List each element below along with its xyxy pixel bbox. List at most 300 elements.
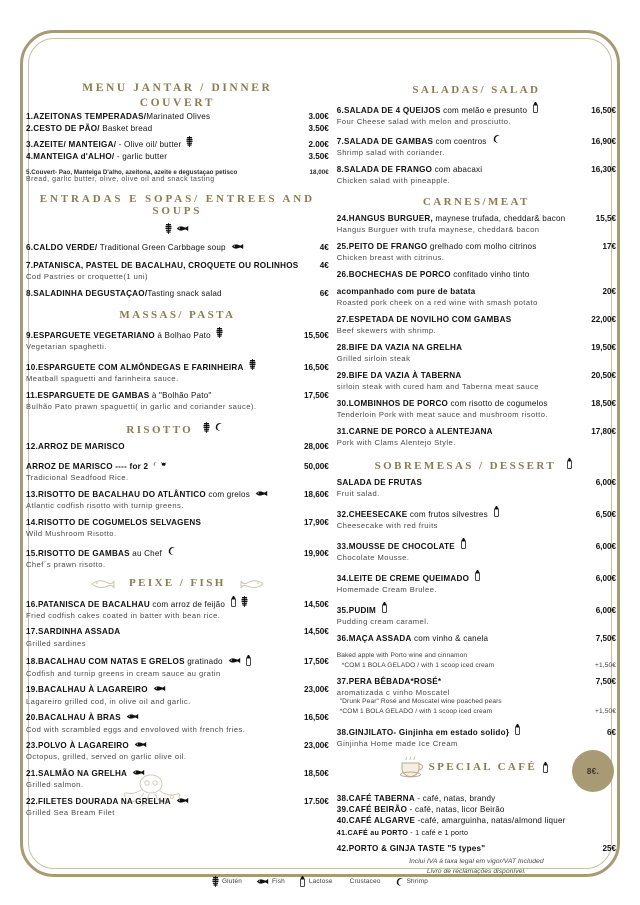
- menu-item-price: 17,50€: [303, 390, 329, 400]
- menu-item: [337, 343, 616, 364]
- menu-item-icons: [231, 243, 244, 250]
- menu-item-name-light: com coentros: [433, 136, 487, 146]
- menu-item: [337, 165, 616, 186]
- ginjilato-price: 6€: [606, 728, 616, 738]
- shrimp-icon: [167, 546, 176, 556]
- menu-item: [26, 359, 329, 384]
- risotto-title-text: RISOTTO: [126, 423, 194, 436]
- menu-item-description: Chicken breast with citrinus.: [336, 252, 445, 262]
- pera-item: [337, 677, 616, 718]
- menu-item-name: 26.BOCHECHAS DE PORCO confitado vinho tinto: [336, 269, 530, 279]
- gluten-icon: [165, 223, 172, 234]
- menu-item-name-light: grelhado com molho citrinos: [427, 241, 537, 251]
- menu-item: [337, 634, 616, 644]
- menu-item-price: 15,5€: [595, 213, 616, 223]
- menu-item-price: 6€: [319, 288, 329, 298]
- menu-item: [26, 596, 329, 621]
- menu-item-description: Four Cheese salad with melon and prosciutto.: [336, 117, 512, 127]
- menu-item-name-light: Basket bread: [99, 124, 153, 134]
- ginjilato-name: 38.GINJILATO- Ginjinha em estado solido}: [336, 728, 510, 738]
- gluten-icon: [186, 136, 193, 147]
- menu-item: [337, 287, 616, 308]
- sobremesas-list: [337, 478, 616, 644]
- saladas-list: [337, 102, 616, 186]
- couvert-list: [26, 112, 329, 162]
- menu-item: [26, 289, 329, 299]
- menu-item: [26, 627, 329, 648]
- menu-item-description: Grilled sirloin steak: [336, 354, 411, 363]
- menu-item-description: Shrimp salad with coriander.: [336, 148, 445, 158]
- menu-item-description: Fried codfish cakes coated in batter with bean rice.: [26, 610, 221, 620]
- porto-price: 25€: [602, 843, 616, 853]
- menu-item-description: Tenderloin Pork with meat sauce and mushroom risotto.: [336, 409, 548, 419]
- risotto-list: [26, 442, 329, 570]
- section-title-risotto: [26, 422, 329, 436]
- menu-item-name: 20.BACALHAU À BRAS: [26, 713, 121, 723]
- lactose-icon: [542, 762, 549, 773]
- menu-item-name-light: com grelos: [205, 489, 250, 499]
- fish-icon: [176, 225, 189, 232]
- menu-item-name-light: á Bolhao Pato: [154, 330, 211, 340]
- menu-item-name-light: com risotto de cogumelos: [448, 398, 548, 408]
- porto-item: [337, 844, 616, 854]
- menu-item-description: Cheesecake with red fruits: [336, 520, 438, 530]
- menu-item: [337, 371, 616, 392]
- shrimp-icon: [153, 459, 157, 469]
- menu-item-description: Cod Pastries or croquette(1 uni): [26, 271, 149, 281]
- entradas-header-icons: [26, 221, 329, 239]
- menu-item: [26, 243, 329, 253]
- fish-icon: [153, 685, 166, 692]
- sobremesas-title-text: SOBREMESAS / DESSERT: [374, 459, 556, 472]
- menu-item: [26, 124, 329, 134]
- menu-item-price: 16,30€: [591, 164, 616, 174]
- section-title-couvert: COUVERT: [139, 97, 216, 109]
- menu-item-icons: [126, 713, 139, 720]
- menu-item-name-light: com arroz de feijão: [149, 599, 226, 609]
- menu-item-price: 22,00€: [591, 314, 616, 324]
- fish-icon: [134, 741, 147, 748]
- menu-item-price: 6,00€: [595, 605, 616, 615]
- menu-item: [337, 427, 616, 448]
- legend-item: [256, 878, 285, 885]
- cafe-item-name: 38.CAFÉ TABERNA - café, natas, brandy: [336, 794, 496, 804]
- menu-item: [26, 685, 329, 706]
- menu-columns: [26, 82, 616, 875]
- menu-item-name: 17.SARDINHA ASSADA: [26, 627, 121, 637]
- couvert-fineprint-desc: Bread, garlic butter, olive, olive oil and snack tasting: [26, 176, 215, 184]
- menu-item-description: Wild Mushroom Risotto.: [26, 528, 117, 538]
- octopus-illustration: [121, 771, 185, 811]
- menu-item-description: Homemade Cream Brulee.: [336, 584, 437, 594]
- menu-item-name-light: gratinado: [184, 657, 223, 667]
- menu-item-name-light: com frutos silvestres: [407, 509, 488, 519]
- ginjilato-item: [337, 724, 616, 749]
- menu-item-description: Cod with scrambled eggs and envoloved with french fries.: [26, 724, 246, 734]
- cafe-header: [337, 756, 616, 778]
- menu-item-price: 17€: [602, 241, 616, 251]
- menu-item: [337, 478, 616, 499]
- fish-icon: [231, 243, 244, 250]
- menu-item-price: 28,00€: [303, 441, 329, 451]
- legend-item: [299, 876, 333, 887]
- menu-item-name: 32.CHEESECAKE com frutos silvestres: [336, 509, 488, 519]
- menu-item-price: 15,50€: [303, 330, 329, 340]
- menu-item-price: 4€: [319, 243, 329, 253]
- menu-item-name-light: Traditional Green Carbbage soup: [97, 243, 226, 253]
- menu-item-name: 14.RISOTTO DE COGUMELOS SELVAGENS: [26, 517, 202, 527]
- menu-item-name: 15.RISOTTO DE GAMBAS au Chef: [26, 548, 162, 558]
- fish-icon: [255, 490, 268, 497]
- complaints-notice: Livro de reclamações disponível.: [426, 867, 526, 875]
- menu-item: [337, 538, 616, 563]
- menu-item-name-light: - garlic butter: [114, 152, 168, 162]
- left-column: [26, 82, 335, 845]
- menu-item-icons: [532, 102, 539, 113]
- menu-item-name: 8.SALADINHA DEGUSTAÇAO/Tasting snack salad: [26, 288, 222, 298]
- menu-item: [337, 506, 616, 531]
- menu-item-name: 1.AZEITONAS TEMPERADAS/Marinated Olives: [26, 112, 211, 121]
- cafe-item: [337, 805, 616, 815]
- sobremesas-header-icons: [566, 458, 573, 469]
- section-title-entradas: ENTRADAS E SOPAS/ ENTREES AND SOUPS: [39, 193, 315, 218]
- cafe-item: [337, 794, 616, 804]
- pera-sub2: *COM 1 BOLA GELADO / with 1 scoop iced cream: [339, 708, 493, 716]
- menu-item-name: 4.MANTEIGA d'ALHO/ - garlic butter: [26, 152, 168, 162]
- fish-icon: [126, 713, 139, 720]
- menu-item-price: 17.50€: [303, 797, 329, 807]
- fish-illustration-right: [239, 577, 265, 590]
- menu-item-description: Pork with Clams Alentejo Style.: [336, 437, 456, 447]
- lactose-icon: [381, 602, 388, 613]
- pera-sub2-price: +1,50€: [595, 708, 616, 716]
- menu-item-price: 16,50€: [303, 713, 329, 723]
- menu-item-name: 12.ARROZ DE MARISCO: [26, 441, 125, 451]
- section-title-carnes: CARNES/MEAT: [422, 195, 530, 208]
- menu-item-price: 19,90€: [303, 548, 329, 558]
- menu-item: [337, 399, 616, 420]
- menu-item-icons: [493, 506, 500, 517]
- lactose-icon: [474, 570, 481, 581]
- legend-item: [212, 876, 242, 887]
- menu-item-name: 19.BACALHAU À LAGAREIRO: [26, 685, 148, 695]
- maca-sub1: Baked apple with Porto wine and cinnamon: [336, 651, 468, 659]
- fish-icon: [256, 878, 269, 885]
- menu-item-icons: [134, 741, 147, 748]
- menu-item-name: 30.LOMBINHOS DE PORCO com risotto de cogumelos: [336, 398, 548, 408]
- gluten-icon: [212, 876, 219, 887]
- menu-item-price: 14,50€: [303, 599, 329, 609]
- menu-item-name: 27.ESPETADA DE NOVILHO COM GAMBAS: [336, 314, 512, 324]
- menu-item-icons: [492, 134, 501, 144]
- menu-item-description: sirloin steak with cured ham and Taberna meat sauce: [336, 381, 539, 391]
- menu-item-name: 35.PUDIM: [336, 605, 377, 615]
- pera-price: 7,50€: [595, 676, 616, 686]
- menu-item: [26, 655, 329, 678]
- menu-item-description: Bulhão Pato prawn spaguetti( in garlic and coriander sauce).: [26, 401, 257, 411]
- menu-item: [26, 741, 329, 762]
- menu-item-icons: [230, 596, 248, 607]
- entradas-list: [26, 243, 329, 298]
- menu-item-name: 13.RISOTTO DE BACALHAU DO ATLÂNTICO com grelos: [26, 489, 250, 499]
- menu-item-name-light: - Olive oil/ butter: [116, 140, 182, 150]
- menu-item-icons: [381, 602, 388, 613]
- section-title-cafe: SPECIAL CAFÉ: [428, 761, 538, 774]
- menu-item-name-light: com melão e presunto: [440, 106, 528, 115]
- menu-item-name: 28.BIFE DA VAZIA NA GRELHA: [336, 342, 463, 352]
- lactose-icon: [532, 102, 539, 113]
- menu-item-description: Meatball spaguetti and farinheira sauce.: [26, 373, 179, 383]
- lactose-icon: [460, 538, 467, 549]
- menu-item-name: 25.PEITO DE FRANGO grelhado com molho citrinos: [336, 241, 537, 251]
- menu-item: [26, 261, 329, 282]
- menu-item-description: Chocolate Mousse.: [336, 552, 410, 562]
- menu-item-price: 17,80€: [591, 426, 616, 436]
- menu-item-name-light: confitado vinho tinto: [450, 269, 530, 279]
- menu-item-price: 16,50€: [591, 106, 616, 115]
- menu-item: [26, 112, 329, 122]
- menu-item-name: 24.HANGUS BURGUER, maynese trufada, cheddar& bacon: [336, 213, 566, 223]
- menu-item: [337, 602, 616, 627]
- menu-item: [26, 490, 329, 511]
- menu-item-name: 9.ESPARGUETE VEGETARIANO á Bolhao Pato: [26, 330, 211, 340]
- section-title-massas: MASSAS/ PASTA: [119, 308, 236, 321]
- menu-item-name: 6.SALADA DE 4 QUEIJOS com melão e presunto: [336, 106, 528, 115]
- ginjilato-icons: [514, 724, 521, 735]
- menu-item: [337, 102, 616, 127]
- menu-item-price: 50,00€: [303, 461, 329, 471]
- menu-item-price: 14,50€: [303, 627, 329, 637]
- menu-item-icons: [167, 546, 176, 556]
- menu-item-name-light: à "Bolhão Pato": [149, 390, 212, 400]
- legend-item-label: Lactose: [308, 878, 333, 885]
- menu-item-description: Fruit salad.: [336, 488, 380, 498]
- menu-item-name: 16.PATANISCA DE BACALHAU com arroz de feijão: [26, 599, 226, 609]
- menu-item-name: 22.FILETES DOURADA NA GRELHA: [26, 797, 171, 807]
- cafe-list: [337, 794, 616, 836]
- menu-item: [26, 518, 329, 539]
- menu-item-price: 3.50€: [308, 124, 329, 134]
- menu-item-name: 21.SALMÃO NA GRELHA: [26, 769, 128, 779]
- menu-item: [26, 442, 329, 452]
- menu-item: [26, 713, 329, 734]
- menu-item-price: 18,60€: [303, 489, 329, 499]
- menu-item-icons: [474, 570, 481, 581]
- menu-item-description: Codfish and turnip greens in cream sauce au gratin: [26, 668, 221, 678]
- menu-item-name-light: com abacaxi: [432, 164, 483, 174]
- menu-item-description: Vegetarian spaghetti.: [26, 341, 107, 351]
- menu-item-price: 18,50€: [591, 398, 616, 408]
- menu-item-icons: [460, 538, 467, 549]
- menu-item-name: 3.AZEITE/ MANTEIGA/ - Olive oil/ butter: [26, 140, 182, 150]
- menu-item: [337, 315, 616, 336]
- couvert-fineprint-name: 5.Couvert- Pao, Manteiga D'alho, azeitona, azeite e degustaçao petisco: [26, 169, 238, 177]
- legend-item: [347, 878, 381, 885]
- section-title-sobremesas: [337, 458, 616, 472]
- menu-item-price: 18,50€: [303, 769, 329, 779]
- legend-item-label: Crustaceo: [349, 878, 381, 885]
- menu-item: [337, 214, 616, 235]
- section-title-peixe: [26, 577, 329, 590]
- menu-item-price: 7,50€: [595, 633, 616, 643]
- menu-item-name: 29.BIFE DA VAZIA À TABERNA: [336, 370, 462, 380]
- menu-item-price: 6,00€: [595, 573, 616, 583]
- lactose-icon: [493, 506, 500, 517]
- menu-item-price: 6,00€: [595, 477, 616, 487]
- menu-item-price: 20€: [602, 286, 616, 296]
- menu-item-price: 4€: [319, 260, 329, 270]
- pera-name: 37.PERA BÊBADA*ROSÉ*: [336, 676, 442, 686]
- menu-item-description: Tradicional Seadfood Rice.: [26, 472, 129, 482]
- price-seal-badge: 8€.: [572, 750, 614, 792]
- menu-item-icons: [186, 136, 193, 147]
- menu-item: [337, 242, 616, 263]
- cafe-item-detail: - café, natas, brandy: [414, 794, 496, 804]
- menu-item-name-light: com vinho & canela: [411, 633, 489, 643]
- menu-item-price: 3.50€: [308, 152, 329, 162]
- cafe-item-detail: - 1 café e 1 porto: [408, 827, 469, 837]
- cafe-item-detail: -café, amarguinha, natas/almond liquer: [415, 816, 566, 826]
- menu-item: [337, 270, 616, 280]
- menu-item-name: 7.SALADA DE GAMBAS com coentros: [336, 136, 487, 146]
- cafe-item: [337, 816, 616, 826]
- menu-item-price: 6,50€: [595, 509, 616, 519]
- lactose-icon: [230, 596, 237, 607]
- pera-sub1: "Drunk Pear" Rosé and Moscatel wine poached pears: [339, 698, 502, 706]
- menu-item-name: 31.CARNE DE PORCO à ALENTEJANA: [336, 426, 493, 436]
- allergen-legend: [0, 876, 640, 887]
- cafe-item-name: 41.CAFÉ au PORTO - 1 café e 1 porto: [336, 827, 469, 837]
- menu-item-name-light: maynese trufada, cheddar& bacon: [432, 213, 566, 223]
- menu-item-price: 17,50€: [303, 657, 329, 667]
- couvert-fineprint-price: 18,00€: [309, 169, 329, 177]
- legend-item-label: Fish: [271, 878, 285, 885]
- menu-item-price: 3.00€: [308, 112, 329, 121]
- ginjilato-desc: Ginjinha Home made Ice Cream: [336, 739, 458, 749]
- menu-item: [26, 136, 329, 150]
- menu-item-name: 33.MOUSSE DE CHOCOLATE: [336, 541, 455, 551]
- risotto-header-icons: [203, 422, 223, 433]
- massas-list: [26, 327, 329, 412]
- menu-item: [337, 570, 616, 595]
- menu-item: [337, 134, 616, 158]
- cafe-item-name: 40.CAFÉ ALGARVE -café, amarguinha, natas/almond liquer: [336, 816, 566, 826]
- menu-item-name-light: au Chef: [129, 548, 162, 558]
- menu-item-description: Octopus, grilled, served on garlic olive oil.: [26, 752, 187, 762]
- menu-item-price: 6,00€: [595, 541, 616, 551]
- gluten-icon: [241, 596, 248, 607]
- lactose-icon: [566, 458, 573, 469]
- lactose-icon: [299, 876, 306, 887]
- cafe-item-name: 39.CAFÉ BEIRÃO - café, natas, licor Beirão: [336, 805, 505, 815]
- menu-item-name: 34.LEITE DE CREME QUEIMADO: [336, 573, 470, 583]
- menu-item-name-light: Marinated Olives: [146, 112, 211, 121]
- menu-item-price: 19,50€: [591, 342, 616, 352]
- carnes-list: [337, 214, 616, 448]
- menu-item-price: 23,00€: [303, 685, 329, 695]
- section-title-saladas: SALADAS/ SALAD: [412, 84, 541, 96]
- legend-item: [395, 877, 428, 887]
- shrimp-icon: [395, 877, 404, 887]
- menu-item-description: Beef skewers with shrimp.: [336, 326, 437, 336]
- lactose-icon: [245, 655, 252, 666]
- vat-notice: Inclui IVA á taxa legal em vigor/VAT Included: [409, 857, 544, 865]
- menu-item-description: Grilled salmon.: [26, 780, 84, 790]
- fish-icon: [228, 657, 241, 664]
- maca-sub2: *COM 1 BOLA GELADO / with 1 scoop iced cream: [341, 661, 495, 669]
- gluten-icon: [216, 327, 223, 338]
- menu-item-name: 18.BACALHAU COM NATAS E GRELOS gratinado: [26, 657, 223, 667]
- menu-item-description: Atlantic codfish risotto with turnip greens.: [26, 500, 184, 510]
- menu-item-name: 23.POLVO À LAGAREIRO: [26, 741, 129, 751]
- menu-item-name: 11.ESPARGUETE DE GAMBAS à "Bolhão Pato": [26, 390, 212, 400]
- menu-item-icons: [255, 490, 268, 497]
- page-title: MENU JANTAR / DINNER: [82, 82, 273, 94]
- menu-item: [26, 152, 329, 162]
- menu-item-price: 16,90€: [591, 136, 616, 146]
- menu-item-icons: [228, 655, 252, 666]
- menu-item-icons: [153, 459, 166, 469]
- menu-item-name: 8.SALADA DE FRANGO com abacaxi: [336, 164, 483, 174]
- menu-item-description: Grilled Sea Bream Filet: [26, 808, 115, 818]
- pera-desc: aromatizada c vinho Moscatel: [336, 687, 450, 697]
- menu-item-name: ARROZ DE MARISCO ---- for 2: [26, 461, 149, 471]
- menu-item-name: acompanhado com pure de batata: [336, 286, 476, 296]
- maca-sub2-price: +1,50€: [595, 661, 616, 669]
- menu-item-name: 6.CALDO VERDE/ Traditional Green Carbbage soup: [26, 243, 226, 253]
- menu-item-name: 2.CESTO DE PÃO/ Basket bread: [26, 124, 153, 134]
- crustaceo-icon: [161, 462, 166, 466]
- menu-item-name-light: Tasting snack salad: [147, 288, 222, 298]
- gluten-icon: [249, 359, 256, 370]
- legend-item-label: Shrimp: [406, 878, 429, 885]
- menu-item-name: SALADA DE FRUTAS: [336, 477, 423, 487]
- menu-item-name: 36.MAÇA ASSADA com vinho & canela: [336, 633, 489, 643]
- menu-item: [26, 459, 329, 483]
- shrimp-icon: [492, 134, 501, 144]
- menu-item-description: Chef´s prawn risotto.: [26, 559, 106, 569]
- fish-illustration-left: [90, 577, 116, 590]
- couvert-fineprint: [26, 169, 329, 183]
- menu-item-description: Hangus Burguer with trufa maynese, cheddar& bacon: [336, 225, 540, 235]
- menu-item: [26, 546, 329, 570]
- porto-name: 42.PORTO & GINJA TASTE "5 types": [336, 843, 486, 853]
- coffee-cup-icon: [399, 756, 425, 778]
- menu-item-description: Grilled sardines: [26, 638, 86, 648]
- peixe-title-text: PEIXE / FISH: [129, 576, 226, 589]
- legend-item-label: Glutén: [221, 878, 242, 885]
- menu-item-icons: [216, 327, 223, 338]
- shrimp-icon: [214, 422, 223, 432]
- cafe-item: [337, 828, 616, 837]
- menu-item-name: 7.PATANISCA, PASTEL DE BACALHAU, CROQUETE OU ROLINHOS: [26, 260, 299, 270]
- menu-item-name: 10.ESPARGUETE COM ALMÔNDEGAS E FARINHEIRA: [26, 362, 244, 372]
- gluten-icon: [203, 422, 210, 433]
- maca-subnotes: [337, 651, 616, 671]
- menu-item-description: Lagareiro grilled cod, in olive oil and garlic.: [26, 696, 191, 706]
- menu-item-icons: [249, 359, 256, 370]
- menu-item: [26, 391, 329, 412]
- menu-item-price: 16,50€: [303, 362, 329, 372]
- menu-item-price: 17,90€: [303, 517, 329, 527]
- lactose-icon: [514, 724, 521, 735]
- cafe-item-detail: - café, natas, licor Beirão: [407, 805, 505, 815]
- menu-item-price: 2.00€: [308, 140, 329, 150]
- right-column: [335, 82, 616, 875]
- menu-item-description: Chicken salad with pineapple.: [336, 176, 451, 186]
- menu-item-description: Pudding cream caramel.: [336, 616, 429, 626]
- menu-item-price: 23,00€: [303, 741, 329, 751]
